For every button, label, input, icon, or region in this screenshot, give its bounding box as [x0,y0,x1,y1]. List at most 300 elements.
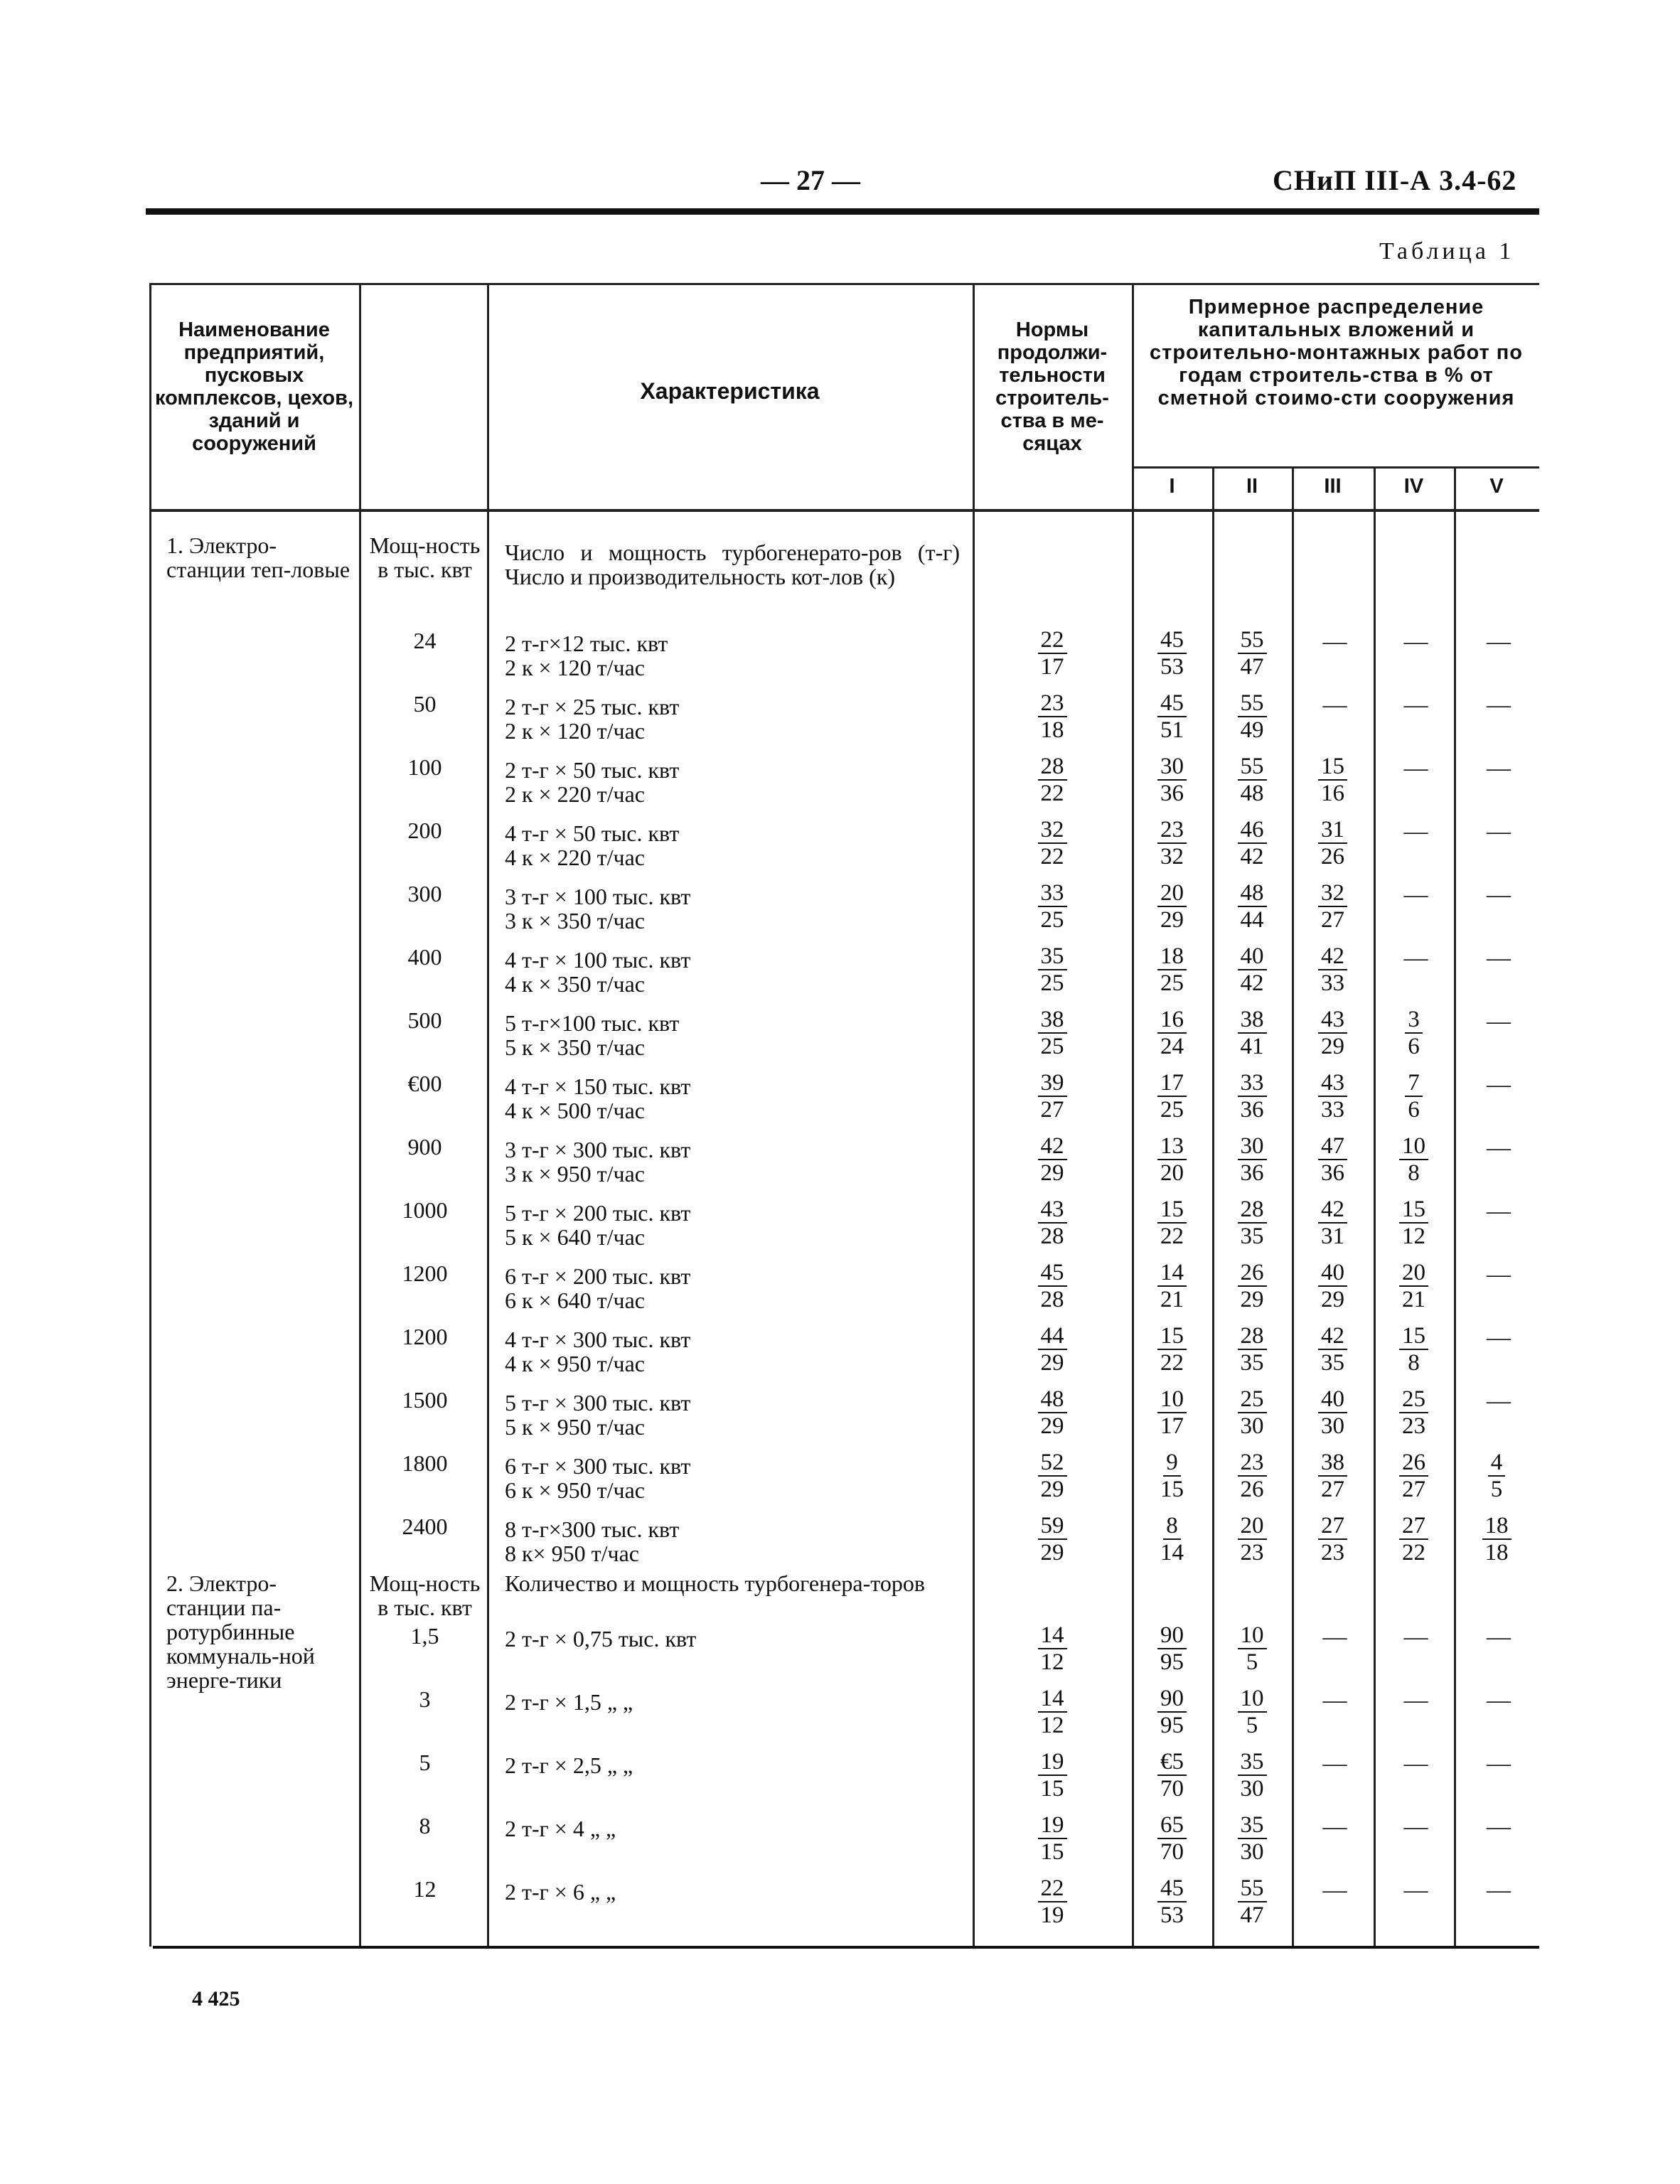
fraction-numerator: 42 [1318,1323,1347,1350]
year-1-fraction [1132,1513,1212,1565]
fraction-denominator: 22 [1160,1350,1184,1376]
empty-dash: — [1403,1750,1428,1777]
year-1-fraction [1132,627,1212,680]
fraction-numerator: 38 [1238,1007,1267,1034]
year-3-fraction [1292,880,1374,933]
fraction-numerator: 30 [1238,1133,1267,1160]
year-2-fraction [1212,1386,1292,1439]
empty-dash: — [1487,1071,1511,1098]
fraction-numerator: 40 [1238,943,1267,970]
year-3-fraction [1292,1386,1374,1439]
year-5-fraction [1454,1513,1539,1565]
year-1-fraction [1132,1323,1212,1376]
fraction-denominator: 26 [1321,844,1344,869]
empty-dash: — [1403,1877,1428,1903]
column-header-characteristic: Характеристика [640,378,820,404]
fraction-numerator: 35 [1238,1749,1267,1776]
fraction-numerator: 14 [1038,1686,1067,1713]
duration-fraction [973,1007,1132,1059]
turbogenerator-spec: 4 т-г × 300 тыс. квт [505,1327,691,1352]
year-4-fraction [1374,1323,1454,1376]
fraction-numerator: 15 [1318,754,1347,781]
page-number: — 27 — [761,164,860,196]
empty-dash: — [1403,1687,1428,1713]
capacity-value: 1200 [402,1260,448,1286]
turbogenerator-spec: 2 т-г × 50 тыс. квт [505,757,680,783]
fraction-denominator: 32 [1160,844,1184,869]
fraction-numerator: 18 [1157,943,1187,970]
empty-dash: — [1322,692,1347,718]
turbogenerator-spec: 2 т-г × 1,5 „ „ [505,1689,633,1715]
fraction-numerator: 45 [1157,1875,1187,1902]
fraction-denominator: 21 [1402,1287,1425,1312]
year-1-fraction [1132,1133,1212,1186]
fraction-denominator: 25 [1160,970,1184,996]
fraction-numerator: 40 [1318,1386,1347,1413]
year-header-5: V [1489,475,1504,498]
fraction-numerator: 31 [1318,817,1347,844]
year-1-fraction [1132,1260,1212,1312]
fraction-denominator: 5 [1246,1649,1258,1675]
fraction-numerator: 10 [1399,1133,1428,1160]
empty-dash: — [1487,1198,1511,1224]
year-1-fraction [1132,1070,1212,1123]
year-3-fraction [1292,1323,1374,1376]
fraction-numerator: 55 [1238,1875,1267,1902]
year-2-fraction [1212,817,1292,869]
fraction-denominator: 25 [1040,907,1064,933]
empty-dash: — [1403,818,1428,845]
boiler-spec: 8 к× 950 т/час [505,1541,639,1566]
boiler-spec: 6 к × 950 т/час [505,1477,645,1503]
turbogenerator-spec: 2 т-г × 4 „ „ [505,1816,616,1841]
year-header-3: III [1324,475,1342,498]
fraction-denominator: 42 [1240,970,1264,996]
fraction-numerator: 22 [1038,1875,1067,1902]
fraction-denominator: 29 [1040,1350,1064,1376]
fraction-numerator: 23 [1038,690,1067,717]
footer-rule [153,1946,1539,1949]
fraction-denominator: 41 [1240,1034,1264,1059]
fraction-numerator: 23 [1238,1450,1267,1477]
empty-dash: — [1487,1324,1511,1351]
fraction-numerator: 23 [1157,817,1187,844]
fraction-numerator: €5 [1157,1749,1187,1776]
year-3-fraction [1292,817,1374,869]
empty-dash: — [1487,755,1511,781]
fraction-numerator: 14 [1038,1622,1067,1649]
duration-fraction [973,817,1132,869]
fraction-numerator: 15 [1399,1197,1428,1224]
fraction-denominator: 24 [1160,1034,1184,1059]
fraction-denominator: 15 [1160,1477,1184,1502]
turbogenerator-spec: 6 т-г × 300 тыс. квт [505,1453,691,1479]
duration-fraction [973,1513,1132,1565]
capacity-value: 1,5 [410,1623,439,1649]
fraction-denominator: 15 [1040,1839,1064,1865]
capacity-value: 900 [407,1134,442,1160]
fraction-denominator: 17 [1040,654,1064,680]
fraction-denominator: 48 [1240,781,1264,806]
header-rule [146,208,1539,215]
duration-fraction [973,1875,1132,1928]
fraction-numerator: 35 [1038,943,1067,970]
year-2-fraction [1212,1007,1292,1059]
fraction-numerator: 27 [1399,1513,1428,1540]
year-4-fraction [1374,1133,1454,1186]
fraction-numerator: 25 [1238,1386,1267,1413]
fraction-numerator: 20 [1399,1260,1428,1287]
year-2-fraction [1212,627,1292,680]
fraction-denominator: 30 [1240,1776,1264,1802]
duration-fraction [973,1070,1132,1123]
empty-dash: — [1403,1624,1428,1650]
empty-dash: — [1487,1814,1511,1840]
year-header-4: IV [1403,475,1424,498]
boiler-spec: 2 к × 120 т/час [505,655,645,680]
year-1-fraction [1132,1450,1212,1502]
fraction-numerator: 14 [1157,1260,1187,1287]
empty-dash: — [1487,1388,1511,1414]
fraction-numerator: 18 [1482,1513,1512,1540]
turbogenerator-spec: 4 т-г × 100 тыс. квт [505,947,691,973]
fraction-denominator: 6 [1408,1034,1420,1059]
fraction-numerator: 45 [1157,627,1187,654]
empty-dash: — [1487,1877,1511,1903]
fraction-denominator: 18 [1040,717,1064,743]
fraction-denominator: 25 [1040,970,1064,996]
year-4-fraction [1374,1260,1454,1312]
fraction-numerator: 43 [1318,1070,1347,1097]
capacity-value: 100 [407,754,442,780]
fraction-denominator: 26 [1240,1477,1264,1502]
section-1-capacity-header: Мощ-ность в тыс. квт [369,532,481,582]
fraction-denominator: 29 [1240,1287,1264,1312]
year-1-fraction [1132,817,1212,869]
year-2-fraction [1212,1450,1292,1502]
fraction-denominator: 29 [1321,1034,1344,1059]
year-2-fraction [1212,1686,1292,1738]
capacity-value: 300 [407,881,442,906]
fraction-denominator: 47 [1240,1902,1264,1928]
fraction-denominator: 22 [1160,1224,1184,1249]
fraction-denominator: 6 [1408,1097,1420,1123]
fraction-numerator: 8 [1163,1513,1181,1540]
turbogenerator-spec: 3 т-г × 300 тыс. квт [505,1137,691,1162]
fraction-numerator: 33 [1038,880,1067,907]
empty-dash: — [1487,1687,1511,1713]
footer-page-ref: 4 425 [192,1987,240,2011]
column-header-distribution: Примерное распределение капитальных вложений и строительно-монтажных работ по годам строитель-ства в % от сметной стоимо-сти сооружения [1150,296,1523,410]
empty-dash: — [1403,692,1428,718]
fraction-numerator: 25 [1399,1386,1428,1413]
duration-fraction [973,1260,1132,1312]
fraction-numerator: 10 [1238,1622,1267,1649]
fraction-denominator: 28 [1040,1287,1064,1312]
empty-dash: — [1403,1814,1428,1840]
duration-fraction [973,1812,1132,1865]
turbogenerator-spec: 2 т-г × 6 „ „ [505,1879,616,1905]
duration-fraction [973,943,1132,996]
boiler-spec: 2 к × 220 т/час [505,781,645,807]
year-3-fraction [1292,1450,1374,1502]
year-header-2: II [1246,475,1258,498]
fraction-numerator: 30 [1157,754,1187,781]
year-2-fraction [1212,1133,1292,1186]
year-1-fraction [1132,1197,1212,1249]
year-2-fraction [1212,754,1292,806]
fraction-numerator: 40 [1318,1260,1347,1287]
turbogenerator-spec: 6 т-г × 200 тыс. квт [505,1263,691,1289]
fraction-denominator: 8 [1408,1160,1420,1186]
turbogenerator-spec: 3 т-г × 100 тыс. квт [505,884,691,909]
fraction-denominator: 35 [1321,1350,1344,1376]
fraction-denominator: 42 [1240,844,1264,869]
turbogenerator-spec: 4 т-г × 150 тыс. квт [505,1074,691,1099]
boiler-spec: 2 к × 120 т/час [505,718,645,744]
empty-dash: — [1487,818,1511,845]
fraction-denominator: 30 [1240,1413,1264,1439]
fraction-numerator: 38 [1318,1450,1347,1477]
boiler-spec: 5 к × 640 т/час [505,1224,645,1250]
fraction-numerator: 42 [1318,1197,1347,1224]
duration-fraction [973,1323,1132,1376]
table-top-rule [149,283,1539,285]
fraction-denominator: 19 [1040,1902,1064,1928]
fraction-numerator: 28 [1038,754,1067,781]
fraction-numerator: 44 [1038,1323,1067,1350]
fraction-denominator: 27 [1321,907,1344,933]
fraction-numerator: 33 [1238,1070,1267,1097]
fraction-numerator: 39 [1038,1070,1067,1097]
fraction-numerator: 47 [1318,1133,1347,1160]
fraction-numerator: 22 [1038,627,1067,654]
empty-dash: — [1322,1750,1347,1777]
empty-dash: — [1487,1624,1511,1650]
duration-fraction [973,1197,1132,1249]
fraction-numerator: 3 [1405,1007,1423,1034]
fraction-numerator: 15 [1157,1323,1187,1350]
year-1-fraction [1132,943,1212,996]
fraction-numerator: 15 [1399,1323,1428,1350]
year-2-fraction [1212,1513,1292,1565]
capacity-value: €00 [407,1071,442,1096]
duration-fraction [973,880,1132,933]
empty-dash: — [1487,1008,1511,1034]
year-3-fraction [1292,754,1374,806]
year-3-fraction [1292,943,1374,996]
capacity-value: 1000 [402,1197,448,1223]
duration-fraction [973,754,1132,806]
year-4-fraction [1374,1386,1454,1439]
capacity-value: 5 [419,1750,431,1775]
year-4-fraction [1374,1197,1454,1249]
fraction-numerator: 52 [1038,1450,1067,1477]
empty-dash: — [1487,882,1511,908]
fraction-denominator: 29 [1040,1413,1064,1439]
fraction-denominator: 44 [1240,907,1264,933]
year-1-fraction [1132,1812,1212,1865]
duration-fraction [973,1686,1132,1738]
year-3-fraction [1292,1070,1374,1123]
fraction-denominator: 29 [1040,1540,1064,1565]
fraction-numerator: 32 [1318,880,1347,907]
empty-dash: — [1322,1814,1347,1840]
year-4-fraction [1374,1513,1454,1565]
fraction-denominator: 23 [1240,1540,1264,1565]
fraction-denominator: 27 [1402,1477,1425,1502]
year-5-fraction [1454,1450,1539,1502]
boiler-spec: 4 к × 350 т/час [505,971,645,997]
empty-dash: — [1322,628,1347,655]
capacity-value: 8 [419,1813,431,1838]
fraction-denominator: 22 [1040,844,1064,869]
fraction-numerator: 42 [1038,1133,1067,1160]
fraction-denominator: 8 [1408,1350,1420,1376]
fraction-numerator: 26 [1238,1260,1267,1287]
year-1-fraction [1132,1007,1212,1059]
fraction-denominator: 53 [1160,1902,1184,1928]
fraction-denominator: 35 [1240,1224,1264,1249]
fraction-numerator: 45 [1038,1260,1067,1287]
fraction-numerator: 43 [1038,1197,1067,1224]
fraction-numerator: 55 [1238,627,1267,654]
year-2-fraction [1212,1070,1292,1123]
turbogenerator-spec: 2 т-г × 0,75 тыс. квт [505,1626,697,1652]
year-1-fraction [1132,690,1212,743]
year-1-fraction [1132,1749,1212,1802]
capacity-value: 50 [413,691,437,717]
duration-fraction [973,690,1132,743]
table-label: Таблица 1 [1379,238,1515,264]
duration-fraction [973,627,1132,680]
fraction-numerator: 42 [1318,943,1347,970]
fraction-denominator: 14 [1160,1540,1184,1565]
fraction-numerator: 13 [1157,1133,1187,1160]
fraction-denominator: 30 [1321,1413,1344,1439]
empty-dash: — [1487,628,1511,655]
year-2-fraction [1212,1197,1292,1249]
fraction-numerator: 65 [1157,1812,1187,1839]
capacity-value: 400 [407,944,442,970]
year-1-fraction [1132,1875,1212,1928]
table-border-left [149,283,151,1947]
fraction-denominator: 17 [1160,1413,1184,1439]
fraction-denominator: 47 [1240,654,1264,680]
empty-dash: — [1403,628,1428,655]
fraction-denominator: 21 [1160,1287,1184,1312]
fraction-numerator: 9 [1163,1450,1181,1477]
empty-dash: — [1322,1687,1347,1713]
capacity-value: 200 [407,818,442,843]
fraction-denominator: 33 [1321,1097,1344,1123]
fraction-denominator: 16 [1321,781,1344,806]
boiler-spec: 3 к × 350 т/час [505,908,645,933]
turbogenerator-spec: 5 т-г × 300 тыс. квт [505,1390,691,1415]
capacity-value: 500 [407,1007,442,1033]
year-2-fraction [1212,1622,1292,1675]
fraction-numerator: 17 [1157,1070,1187,1097]
year-3-fraction [1292,1197,1374,1249]
fraction-numerator: 26 [1399,1450,1428,1477]
year-2-fraction [1212,943,1292,996]
column-divider [359,283,361,1947]
fraction-numerator: 27 [1318,1513,1347,1540]
fraction-denominator: 36 [1240,1097,1264,1123]
fraction-denominator: 18 [1484,1540,1509,1565]
boiler-spec: 4 к × 500 т/час [505,1098,645,1123]
year-3-fraction [1292,1133,1374,1186]
fraction-numerator: 48 [1038,1386,1067,1413]
year-header-1: I [1169,475,1175,498]
column-divider [487,283,489,1947]
year-1-fraction [1132,1386,1212,1439]
fraction-numerator: 48 [1238,880,1267,907]
fraction-denominator: 31 [1321,1224,1344,1249]
year-4-fraction [1374,1450,1454,1502]
fraction-numerator: 16 [1157,1007,1187,1034]
fraction-numerator: 55 [1238,754,1267,781]
capacity-value: 3 [419,1686,431,1712]
fraction-denominator: 23 [1321,1540,1344,1565]
fraction-numerator: 28 [1238,1197,1267,1224]
section-2-capacity-header: Мощ-ность в тыс. квт [369,1570,481,1620]
fraction-denominator: 20 [1160,1160,1184,1186]
year-1-fraction [1132,754,1212,806]
empty-dash: — [1403,755,1428,781]
section-1-name: 1. Электро-станции теп-ловые [166,532,351,582]
year-3-fraction [1292,1260,1374,1312]
fraction-denominator: 53 [1160,654,1184,680]
boiler-spec: 4 к × 950 т/час [505,1351,645,1376]
capacity-value: 12 [413,1876,437,1902]
fraction-denominator: 35 [1240,1350,1264,1376]
boiler-spec: 4 к × 220 т/час [505,845,645,870]
fraction-numerator: 7 [1405,1070,1423,1097]
turbogenerator-spec: 4 т-г × 50 тыс. квт [505,820,680,846]
fraction-numerator: 59 [1038,1513,1067,1540]
duration-fraction [973,1622,1132,1675]
fraction-denominator: 22 [1040,781,1064,806]
fraction-numerator: 28 [1238,1323,1267,1350]
turbogenerator-spec: 2 т-г × 25 тыс. квт [505,694,680,719]
fraction-denominator: 51 [1160,717,1184,743]
empty-dash: — [1403,882,1428,908]
fraction-numerator: 45 [1157,690,1187,717]
capacity-value: 1500 [402,1387,448,1413]
fraction-denominator: 5 [1490,1477,1503,1502]
column-header-name: Наименование предприятий, пусковых комплексов, цехов, зданий и сооружений [154,318,354,455]
fraction-numerator: 90 [1157,1622,1187,1649]
year-1-fraction [1132,1622,1212,1675]
fraction-denominator: 70 [1160,1839,1184,1865]
capacity-value: 24 [413,628,437,653]
fraction-numerator: 19 [1038,1812,1067,1839]
fraction-numerator: 20 [1238,1513,1267,1540]
fraction-numerator: 20 [1157,880,1187,907]
fraction-numerator: 32 [1038,817,1067,844]
fraction-denominator: 95 [1160,1713,1184,1738]
fraction-denominator: 30 [1240,1839,1264,1865]
year-4-fraction [1374,1007,1454,1059]
year-2-fraction [1212,1875,1292,1928]
year-2-fraction [1212,690,1292,743]
fraction-denominator: 28 [1040,1224,1064,1249]
fraction-denominator: 29 [1160,907,1184,933]
fraction-numerator: 46 [1238,817,1267,844]
capacity-value: 1800 [402,1450,448,1476]
fraction-denominator: 36 [1240,1160,1264,1186]
